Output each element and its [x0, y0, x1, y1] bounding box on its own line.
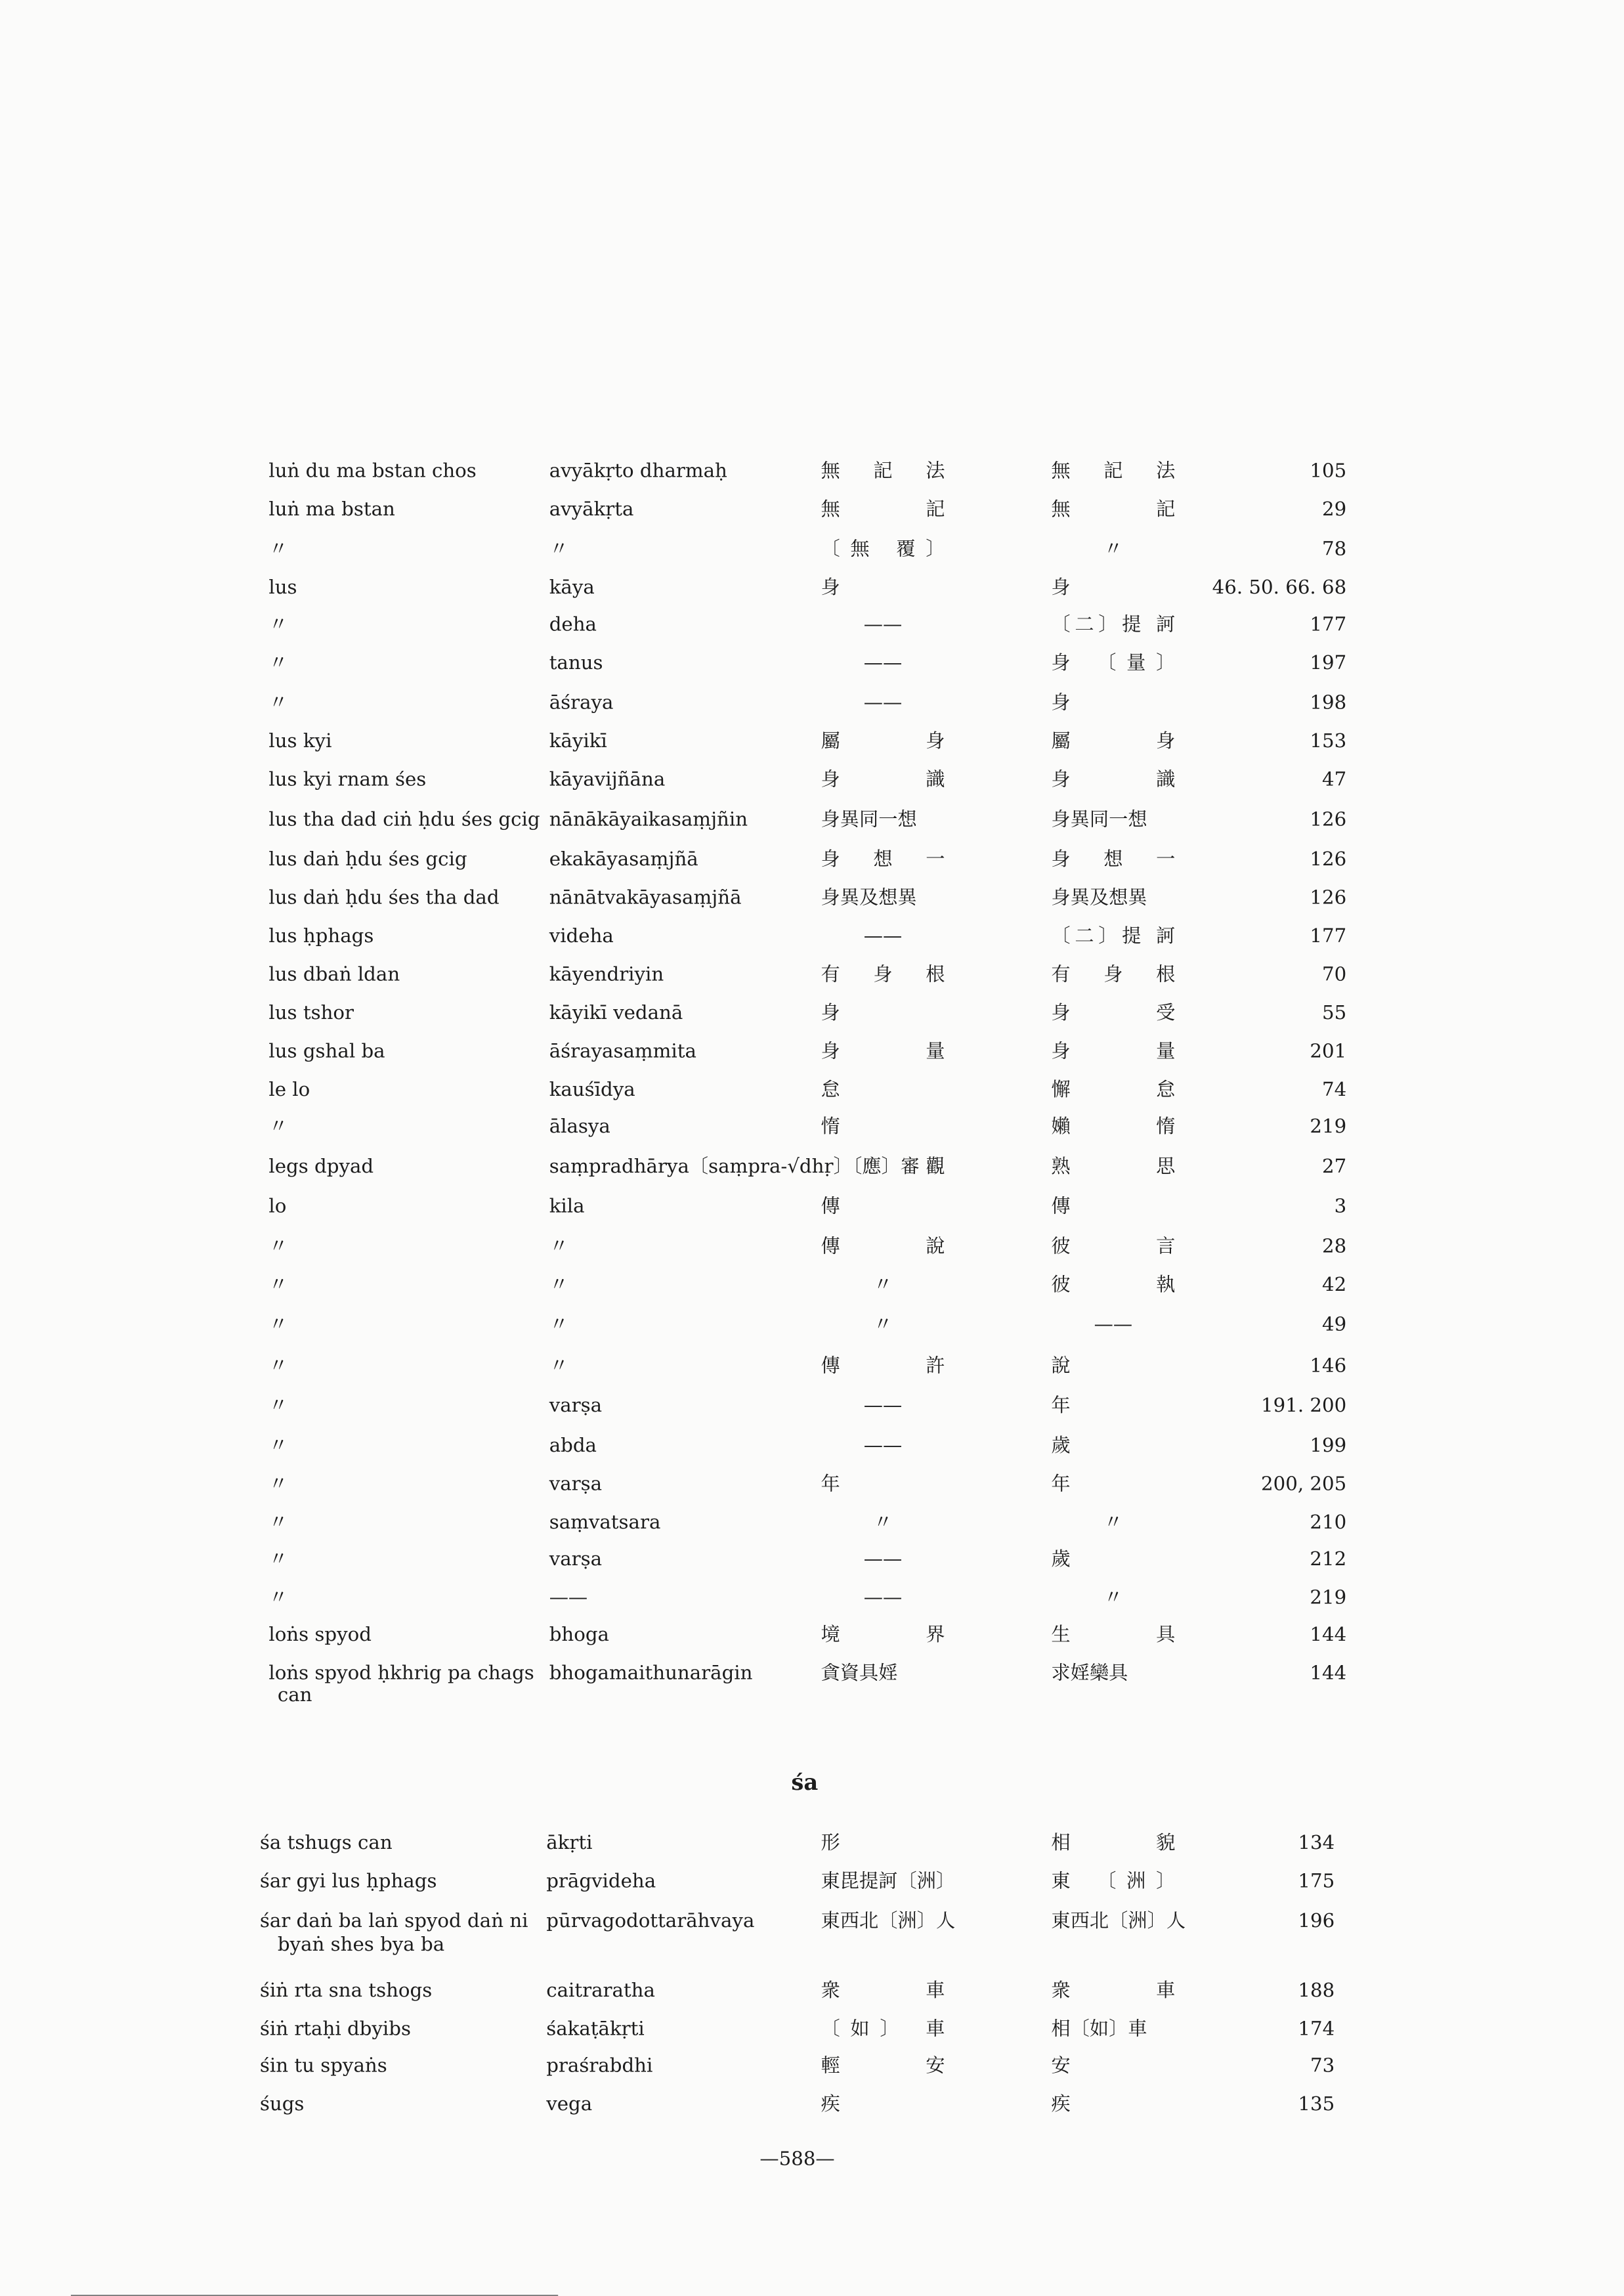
- chinese-term-b: 無 記: [1051, 499, 1176, 521]
- tibetan-term: śa tshugs can: [259, 1832, 393, 1855]
- chinese-term-a: 〃: [873, 1512, 893, 1534]
- page-reference: 29: [1322, 499, 1347, 521]
- tibetan-term: 〃: [268, 1116, 288, 1139]
- entry-row: [0, 461, 1624, 487]
- tibetan-term: śar daṅ ba laṅ spyod daṅ ni: [259, 1911, 528, 1934]
- entry-row: [0, 1474, 1624, 1500]
- entry-row: [0, 539, 1624, 565]
- sanskrit-term: avyākṛto dharmaḥ: [549, 460, 727, 483]
- tibetan-term: lus kyi rnam śes: [268, 769, 427, 792]
- sanskrit-term: tanus: [549, 653, 603, 675]
- entry-row: [0, 888, 1624, 914]
- entry-row: [0, 1663, 1624, 1689]
- tibetan-term: śin tu spyaṅs: [259, 2055, 387, 2078]
- sanskrit-term: āśraya: [549, 692, 614, 715]
- chinese-term-b: 歲: [1051, 1435, 1071, 1458]
- chinese-term-b: 說: [1051, 1355, 1071, 1378]
- chinese-term-b: 身 識: [1051, 769, 1176, 792]
- page-reference: 210: [1310, 1512, 1347, 1534]
- tibetan-term: legs dpyad: [268, 1156, 374, 1179]
- chinese-term-a: ——: [863, 1549, 903, 1572]
- entry-row: [0, 1588, 1624, 1614]
- chinese-term-b: 身: [1051, 692, 1071, 715]
- chinese-term-b: 相 貌: [1051, 1832, 1176, 1855]
- sanskrit-term: 〃: [549, 1236, 568, 1259]
- page-reference: 191. 200: [1261, 1395, 1347, 1418]
- tibetan-term: lo: [268, 1196, 287, 1219]
- entry-row: [0, 1041, 1624, 1068]
- chinese-term-a: 貪資具婬: [821, 1662, 898, 1685]
- tibetan-term: 〃: [268, 1314, 288, 1337]
- tibetan-term: śiṅ rta sna tshogs: [259, 1980, 433, 2003]
- page-reference: 196: [1298, 1911, 1335, 1934]
- page-reference: 49: [1322, 1314, 1347, 1337]
- tibetan-term: 〃: [268, 1587, 288, 1610]
- chinese-term-a: 形: [821, 1832, 840, 1855]
- sanskrit-term: saṃvatsara: [549, 1512, 661, 1534]
- chinese-term-a: 身異同一想: [821, 809, 917, 832]
- chinese-term-a: 東毘提訶〔洲〕: [821, 1871, 956, 1894]
- chinese-term-b: 安: [1051, 2055, 1071, 2078]
- sanskrit-term: ekakāyasaṃjñā: [549, 849, 698, 872]
- entry-row: [0, 1871, 1624, 1897]
- tibetan-term: 〃: [268, 653, 288, 675]
- sanskrit-term: 〃: [549, 538, 568, 561]
- sanskrit-term: pūrvagodottarāhvaya: [546, 1911, 755, 1934]
- chinese-term-a: 惰: [821, 1116, 840, 1139]
- tibetan-term: śar gyi lus ḥphags: [259, 1871, 437, 1894]
- chinese-term-b: 〔二〕提 訶: [1051, 926, 1176, 948]
- chinese-term-b: 求婬欒具: [1051, 1662, 1128, 1685]
- entry-row: [0, 1314, 1624, 1341]
- page-reference: 200, 205: [1261, 1473, 1347, 1496]
- entry-row: [0, 653, 1624, 679]
- chinese-term-a: 身 想 一: [821, 849, 945, 872]
- entry-row: [0, 1274, 1624, 1301]
- tibetan-term: 〃: [268, 692, 288, 715]
- chinese-term-a: 身: [821, 1003, 840, 1025]
- page-reference: 175: [1298, 1871, 1335, 1894]
- page-reference: 135: [1298, 2094, 1335, 2117]
- chinese-term-b: 年: [1051, 1473, 1071, 1496]
- sanskrit-term: varṣa: [549, 1549, 603, 1572]
- entry-row: [0, 1549, 1624, 1575]
- chinese-term-b: 生 具: [1051, 1624, 1176, 1647]
- chinese-term-a: 〔如〕 車: [821, 2018, 945, 2041]
- entry-row: [0, 1512, 1624, 1538]
- entry-row: [0, 769, 1624, 796]
- sanskrit-term: kila: [549, 1196, 585, 1219]
- chinese-term-b: 年: [1051, 1395, 1071, 1418]
- page-reference: 199: [1310, 1435, 1347, 1458]
- entry-row: [0, 1236, 1624, 1263]
- chinese-term-a: 身: [821, 577, 840, 600]
- page-reference: 126: [1310, 849, 1347, 872]
- chinese-term-b: 彼 執: [1051, 1274, 1176, 1297]
- chinese-term-a: 〃: [873, 1314, 893, 1337]
- sanskrit-term: saṃpradhārya〔saṃpra-√dhṛ〕〔應〕審 觀: [549, 1156, 945, 1179]
- chinese-term-b: 嬾 惰: [1051, 1116, 1176, 1139]
- entry-row: [0, 2094, 1624, 2120]
- chinese-term-a: 無 記 法: [821, 460, 945, 483]
- chinese-term-a: ——: [863, 1587, 903, 1610]
- tibetan-term: 〃: [268, 1355, 288, 1378]
- sanskrit-term: prāgvideha: [546, 1871, 656, 1894]
- sanskrit-term: praśrabdhi: [546, 2055, 653, 2078]
- tibetan-term: 〃: [268, 1473, 288, 1496]
- sanskrit-term: kāya: [549, 577, 595, 600]
- tibetan-term: 〃: [268, 1549, 288, 1572]
- chinese-term-a: 傳 說: [821, 1236, 945, 1259]
- tibetan-term: lus kyi: [268, 731, 332, 754]
- chinese-term-a: 傳: [821, 1196, 840, 1219]
- chinese-term-b: 懈 怠: [1051, 1079, 1176, 1102]
- entry-row: [0, 693, 1624, 719]
- chinese-term-a: 疾: [821, 2094, 840, 2117]
- entry-row: [0, 1079, 1624, 1106]
- sanskrit-term: ——: [549, 1587, 588, 1610]
- section-heading: śa: [791, 1769, 819, 1796]
- entry-row: [0, 2019, 1624, 2045]
- chinese-term-a: 〔無 覆〕: [821, 538, 945, 561]
- entry-row: [0, 849, 1624, 875]
- page-reference: 146: [1310, 1355, 1347, 1378]
- entry-row: [0, 577, 1624, 603]
- page-reference: 73: [1310, 2055, 1335, 2078]
- chinese-term-a: ——: [863, 614, 903, 637]
- page-reference: 153: [1310, 731, 1347, 754]
- chinese-term-b: 相〔如〕車: [1051, 2018, 1147, 2041]
- sanskrit-term: videha: [549, 926, 614, 948]
- entry-row: [0, 1911, 1624, 1937]
- tibetan-term: luṅ du ma bstan chos: [268, 460, 477, 483]
- tibetan-term: loṅs spyod: [268, 1624, 372, 1647]
- tibetan-term: śugs: [259, 2094, 305, 2117]
- page-reference: 198: [1310, 692, 1347, 715]
- chinese-term-a: 有 身 根: [821, 964, 945, 987]
- chinese-term-b: 身 受: [1051, 1003, 1176, 1025]
- page-reference: 134: [1298, 1832, 1335, 1855]
- page-reference: 78: [1322, 538, 1347, 561]
- sanskrit-term: 〃: [549, 1274, 568, 1297]
- page-reference: 28: [1322, 1236, 1347, 1259]
- page-reference: 55: [1322, 1003, 1347, 1025]
- chinese-term-a: 衆 車: [821, 1980, 945, 2003]
- sanskrit-term: avyākṛta: [549, 499, 634, 521]
- chinese-term-b: 身 想 一: [1051, 849, 1176, 872]
- chinese-term-b: 衆 車: [1051, 1980, 1176, 2003]
- page-reference: 46. 50. 66. 68: [1212, 577, 1347, 600]
- chinese-term-b: 身 〔量〕: [1051, 653, 1176, 675]
- entry-row: [0, 1395, 1624, 1421]
- tibetan-term: lus gshal ba: [268, 1041, 385, 1064]
- sanskrit-term: kāyendriyin: [549, 964, 664, 987]
- sanskrit-term: ālasya: [549, 1116, 610, 1139]
- chinese-term-b: 〃: [1103, 1587, 1123, 1610]
- tibetan-term: lus dbaṅ ldan: [268, 964, 400, 987]
- chinese-term-a: 東西北〔洲〕人: [821, 1911, 956, 1934]
- tibetan-term: le lo: [268, 1079, 310, 1102]
- sanskrit-term: abda: [549, 1435, 597, 1458]
- tibetan-term: śiṅ rtaḥi dbyibs: [259, 2018, 412, 2041]
- chinese-term-b: 東 〔洲〕: [1051, 1871, 1176, 1894]
- sanskrit-term: 〃: [549, 1355, 568, 1378]
- chinese-term-b: 身 量: [1051, 1041, 1176, 1064]
- chinese-term-a: 身異及想異: [821, 887, 917, 910]
- tibetan-term: lus: [268, 577, 297, 600]
- page-number: —588—: [759, 2148, 835, 2171]
- tibetan-term: 〃: [268, 1236, 288, 1259]
- chinese-term-b: 疾: [1051, 2094, 1071, 2117]
- page-reference: 27: [1322, 1156, 1347, 1179]
- tibetan-term: luṅ ma bstan: [268, 499, 395, 521]
- page-reference: 126: [1310, 809, 1347, 832]
- sanskrit-term: vega: [546, 2094, 593, 2117]
- chinese-term-a: 境 界: [821, 1624, 945, 1647]
- chinese-term-b: 身異同一想: [1051, 809, 1147, 832]
- chinese-term-a: ——: [863, 653, 903, 675]
- tibetan-term: 〃: [268, 614, 288, 637]
- chinese-term-a: 年: [821, 1473, 840, 1496]
- entry-row: [0, 1435, 1624, 1462]
- chinese-term-a: ——: [863, 1395, 903, 1418]
- entry-row: [0, 964, 1624, 991]
- chinese-term-b: 有 身 根: [1051, 964, 1176, 987]
- entry-row: [0, 1624, 1624, 1651]
- chinese-term-b: 無 記 法: [1051, 460, 1176, 483]
- page-reference: 201: [1310, 1041, 1347, 1064]
- entry-row: [0, 1980, 1624, 2006]
- chinese-term-b: 身異及想異: [1051, 887, 1147, 910]
- entry-row: [0, 1356, 1624, 1382]
- sanskrit-term: varṣa: [549, 1395, 603, 1418]
- page-reference: 177: [1310, 926, 1347, 948]
- sanskrit-term: deha: [549, 614, 597, 637]
- chinese-term-b: 東西北〔洲〕人: [1051, 1911, 1186, 1934]
- sanskrit-term: kāyikī: [549, 731, 607, 754]
- chinese-term-b: 歲: [1051, 1549, 1071, 1572]
- entry-row: [0, 926, 1624, 952]
- page-reference: 144: [1310, 1662, 1347, 1685]
- chinese-term-b: 〔二〕提 訶: [1051, 614, 1176, 637]
- chinese-term-b: 彼 言: [1051, 1236, 1176, 1259]
- entry-row: [0, 1156, 1624, 1182]
- page-reference: 219: [1310, 1587, 1347, 1610]
- tibetan-term: lus daṅ ḥdu śes gcig: [268, 849, 467, 872]
- chinese-term-b: 屬 身: [1051, 731, 1176, 754]
- chinese-term-a: 傳 許: [821, 1355, 945, 1378]
- entry-row: [0, 731, 1624, 757]
- chinese-term-b: 〃: [1103, 538, 1123, 561]
- page-reference: 144: [1310, 1624, 1347, 1647]
- tibetan-term: loṅs spyod ḥkhrig pa chags: [268, 1662, 534, 1685]
- sanskrit-term: kāyikī vedanā: [549, 1003, 683, 1025]
- sanskrit-term: caitraratha: [546, 1980, 655, 2003]
- tibetan-term: 〃: [268, 1435, 288, 1458]
- entry-row: [0, 1003, 1624, 1029]
- chinese-term-a: 〃: [873, 1274, 893, 1297]
- chinese-term-b: 身: [1051, 577, 1071, 600]
- chinese-term-b: ——: [1094, 1314, 1133, 1337]
- page-reference: 74: [1322, 1079, 1347, 1102]
- tibetan-term: 〃: [268, 1512, 288, 1534]
- chinese-term-a: 屬 身: [821, 731, 945, 754]
- sanskrit-term: kāyavijñāna: [549, 769, 666, 792]
- chinese-term-a: 怠: [821, 1079, 840, 1102]
- chinese-term-a: ——: [863, 1435, 903, 1458]
- entry-continuation: byaṅ shes bya ba: [277, 1934, 445, 1957]
- page-reference: 3: [1334, 1196, 1347, 1219]
- sanskrit-term: nānātvakāyasaṃjñā: [549, 887, 742, 910]
- tibetan-term: 〃: [268, 1274, 288, 1297]
- sanskrit-term: āśrayasaṃmita: [549, 1041, 696, 1064]
- chinese-term-a: 輕 安: [821, 2055, 945, 2078]
- page-reference: 105: [1310, 460, 1347, 483]
- page-reference: 197: [1310, 653, 1347, 675]
- tibetan-term: 〃: [268, 1395, 288, 1418]
- page-reference: 188: [1298, 1980, 1335, 2003]
- tibetan-term: lus ḥphags: [268, 926, 374, 948]
- sanskrit-term: 〃: [549, 1314, 568, 1337]
- page-reference: 212: [1310, 1549, 1347, 1572]
- sanskrit-term: nānākāyaikasaṃjñin: [549, 809, 748, 832]
- tibetan-term: lus tha dad ciṅ ḥdu śes gcig: [268, 809, 540, 832]
- tibetan-term: lus daṅ ḥdu śes tha dad: [268, 887, 500, 910]
- sanskrit-term: śakaṭākṛti: [546, 2018, 645, 2041]
- page-reference: 177: [1310, 614, 1347, 637]
- chinese-term-a: ——: [863, 692, 903, 715]
- chinese-term-a: 無 記: [821, 499, 945, 521]
- entry-row: [0, 810, 1624, 836]
- page-reference: 219: [1310, 1116, 1347, 1139]
- chinese-term-a: 身 量: [821, 1041, 945, 1064]
- page-reference: 70: [1322, 964, 1347, 987]
- chinese-term-b: 熟 思: [1051, 1156, 1176, 1179]
- chinese-term-b: 〃: [1103, 1512, 1123, 1534]
- page-reference: 126: [1310, 887, 1347, 910]
- entry-row: [0, 1116, 1624, 1142]
- page-reference: 47: [1322, 769, 1347, 792]
- entry-row: [0, 1832, 1624, 1859]
- entry-row: [0, 615, 1624, 641]
- chinese-term-b: 傳: [1051, 1196, 1071, 1219]
- page-reference: 174: [1298, 2018, 1335, 2041]
- entry-row: [0, 1196, 1624, 1223]
- sanskrit-term: kauśīdya: [549, 1079, 635, 1102]
- entry-row: [0, 2056, 1624, 2082]
- page-reference: 42: [1322, 1274, 1347, 1297]
- tibetan-term: lus tshor: [268, 1003, 354, 1025]
- sanskrit-term: ākṛti: [546, 1832, 593, 1855]
- chinese-term-a: 身 識: [821, 769, 945, 792]
- entry-row: [0, 499, 1624, 525]
- sanskrit-term: varṣa: [549, 1473, 603, 1496]
- sanskrit-term: bhoga: [549, 1624, 609, 1647]
- tibetan-term: 〃: [268, 538, 288, 561]
- chinese-term-a: ——: [863, 926, 903, 948]
- sanskrit-term: bhogamaithunarāgin: [549, 1662, 753, 1685]
- entry-continuation: can: [277, 1685, 312, 1708]
